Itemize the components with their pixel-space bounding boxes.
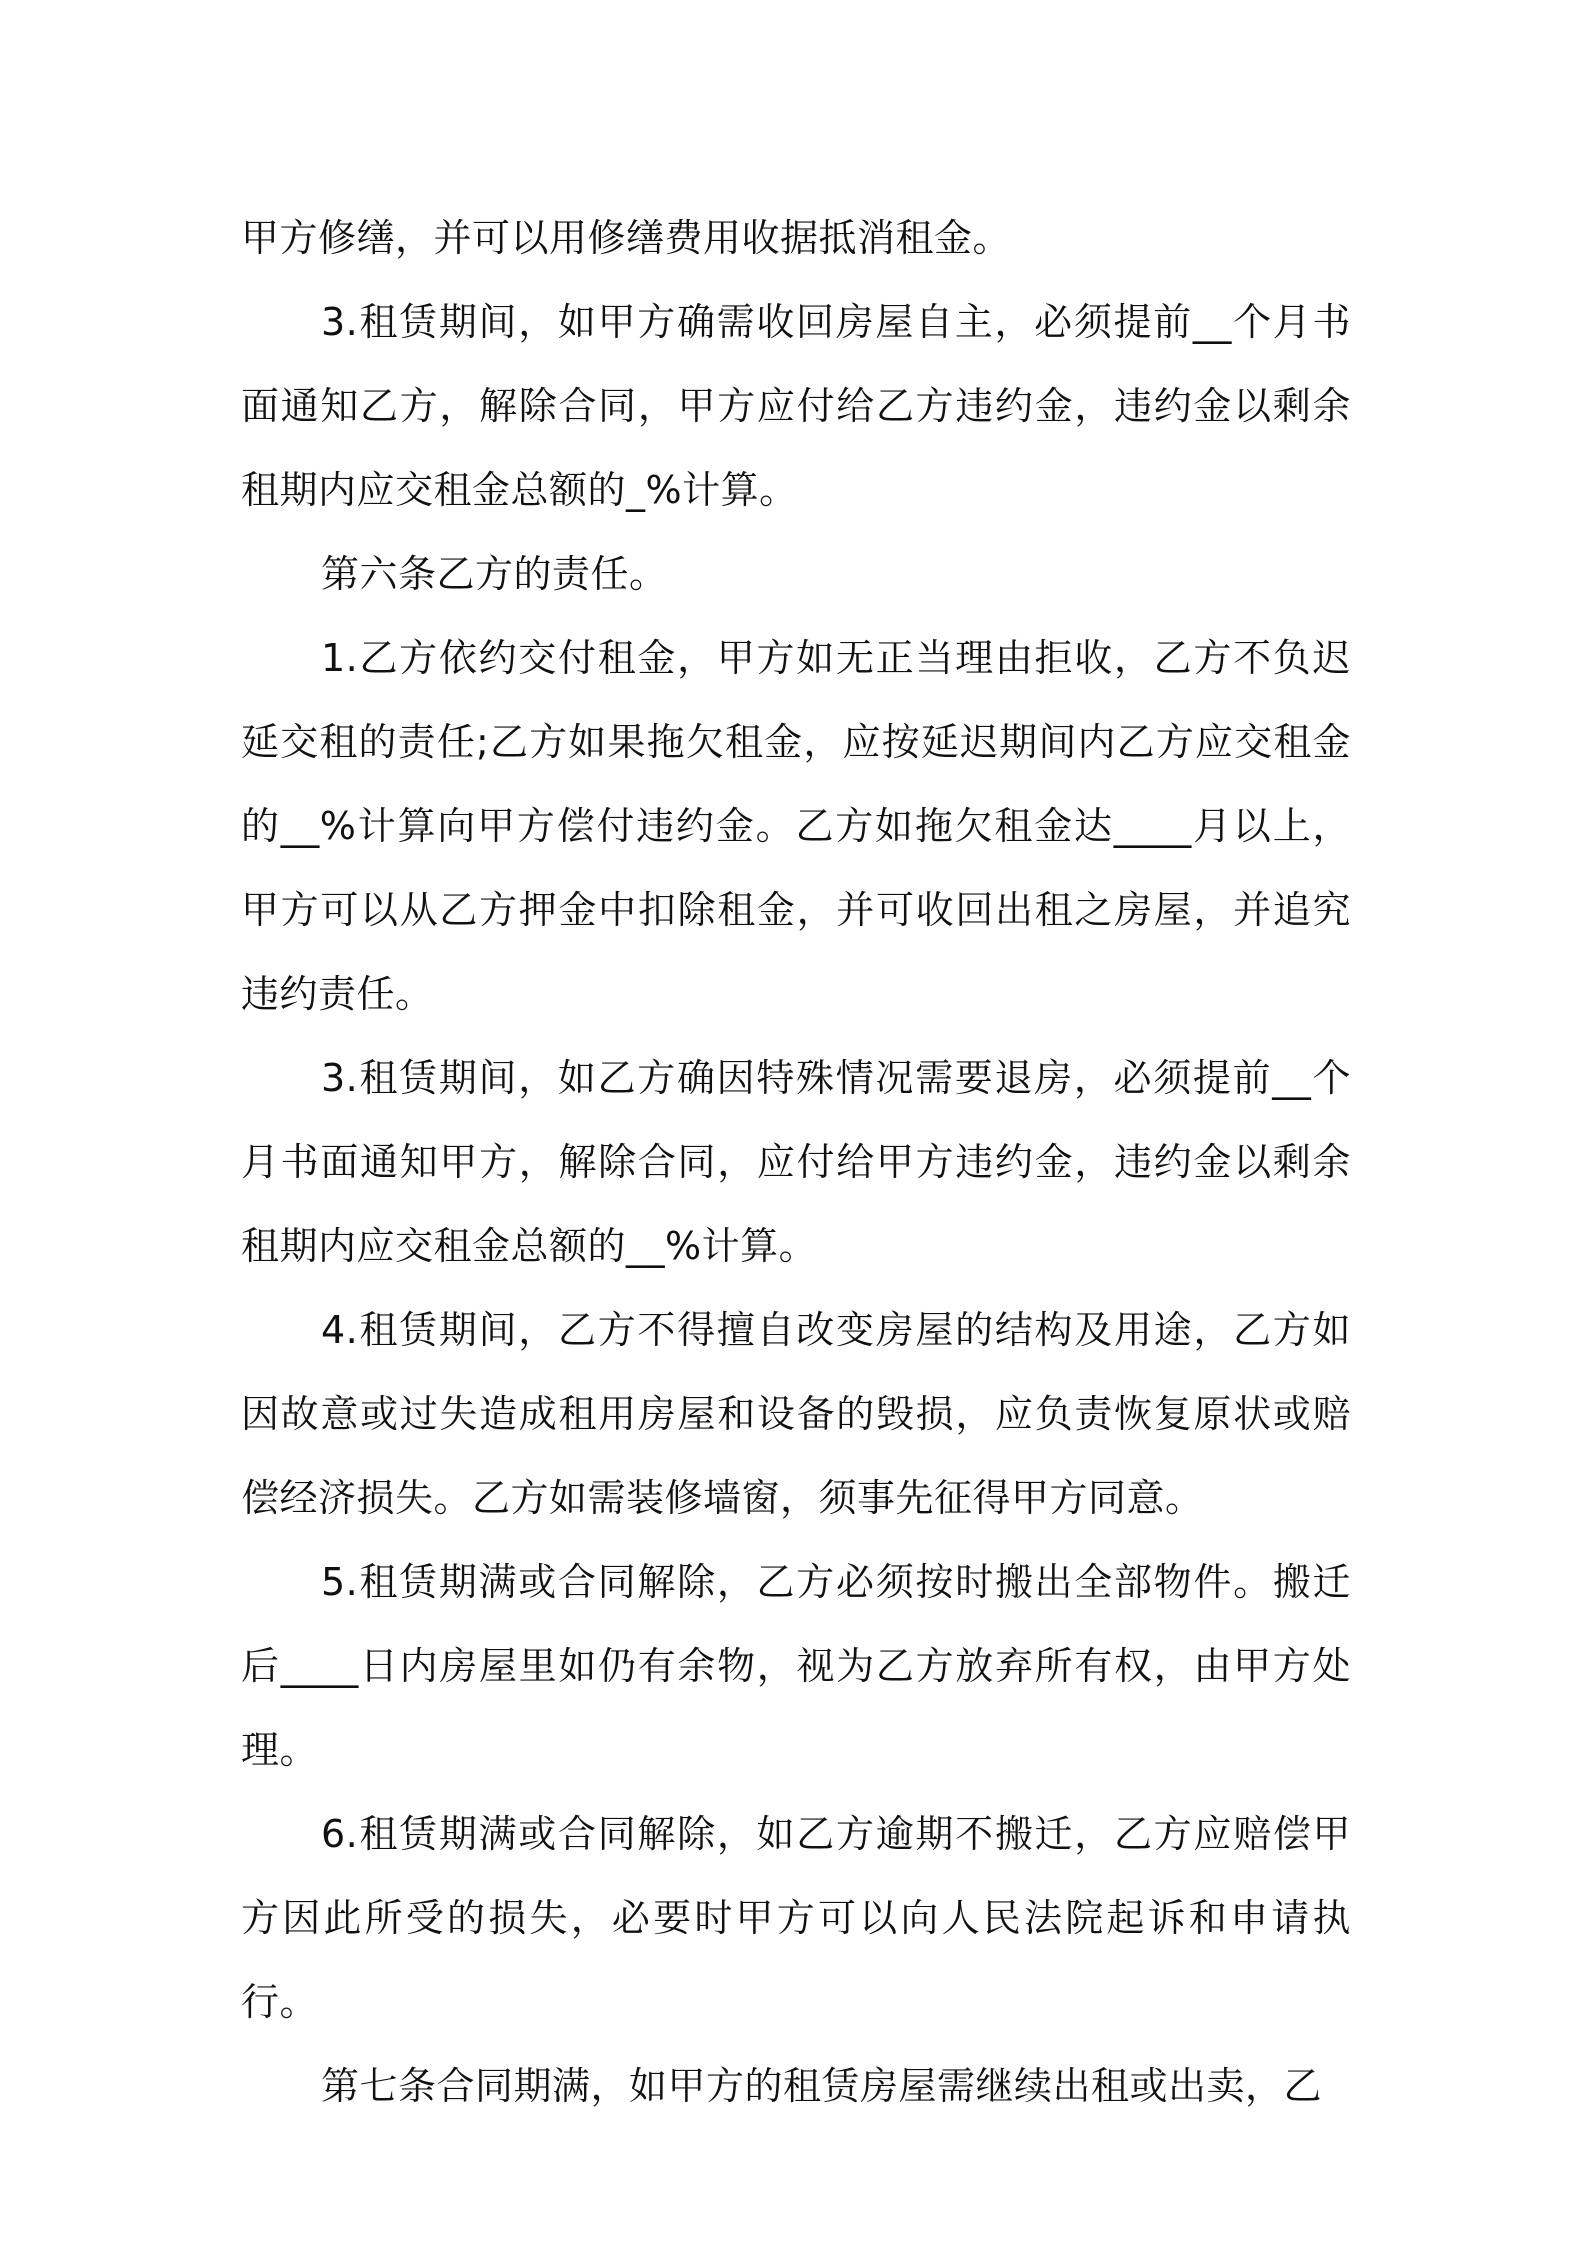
paragraph-move-out: 5.租赁期满或合同解除，乙方必须按时搬出全部物件。搬迁后____日内房屋里如仍有余物，视为乙方放弃所有权，由甲方处理。 bbox=[241, 1560, 1351, 1772]
section-heading-article-7: 第七条合同期满，如甲方的租赁房屋需继续出租或出卖，乙 bbox=[321, 2064, 1323, 2108]
paragraph-lessor-early-termination: 3.租赁期间，如甲方确需收回房屋自主，必须提前__个月书面通知乙方，解除合同，甲方应付给乙方违约金，违约金以剩余租期内应交租金总额的_%计算。 bbox=[241, 300, 1351, 512]
paragraph-rent-payment-default: 1.乙方依约交付租金，甲方如无正当理由拒收，乙方不负迟延交租的责任;乙方如果拖欠租金，应按延迟期间内乙方应交租金的__%计算向甲方偿付违约金。乙方如拖欠租金达____月以上，甲方可以从乙方押金中扣除租金，并可收回出租之房屋，并追究违约责任。 bbox=[241, 636, 1351, 1016]
document-body bbox=[241, 196, 1351, 2128]
section-heading-article-6: 第六条乙方的责任。 bbox=[321, 552, 668, 596]
paragraph-structure-alteration: 4.租赁期间，乙方不得擅自改变房屋的结构及用途，乙方如因故意或过失造成租用房屋和设备的毁损，应负责恢复原状或赔偿经济损失。乙方如需装修墙窗，须事先征得甲方同意。 bbox=[241, 1308, 1351, 1520]
paragraph-repair-continuation: 甲方修缮，并可以用修缮费用收据抵消租金。 bbox=[241, 216, 1012, 260]
paragraph-overstay-compensation: 6.租赁期满或合同解除，如乙方逾期不搬迁，乙方应赔偿甲方因此所受的损失，必要时甲方可以向人民法院起诉和申请执行。 bbox=[241, 1812, 1351, 2024]
paragraph-lessee-early-termination: 3.租赁期间，如乙方确因特殊情况需要退房，必须提前__个月书面通知甲方，解除合同，应付给甲方违约金，违约金以剩余租期内应交租金总额的__%计算。 bbox=[241, 1056, 1351, 1268]
